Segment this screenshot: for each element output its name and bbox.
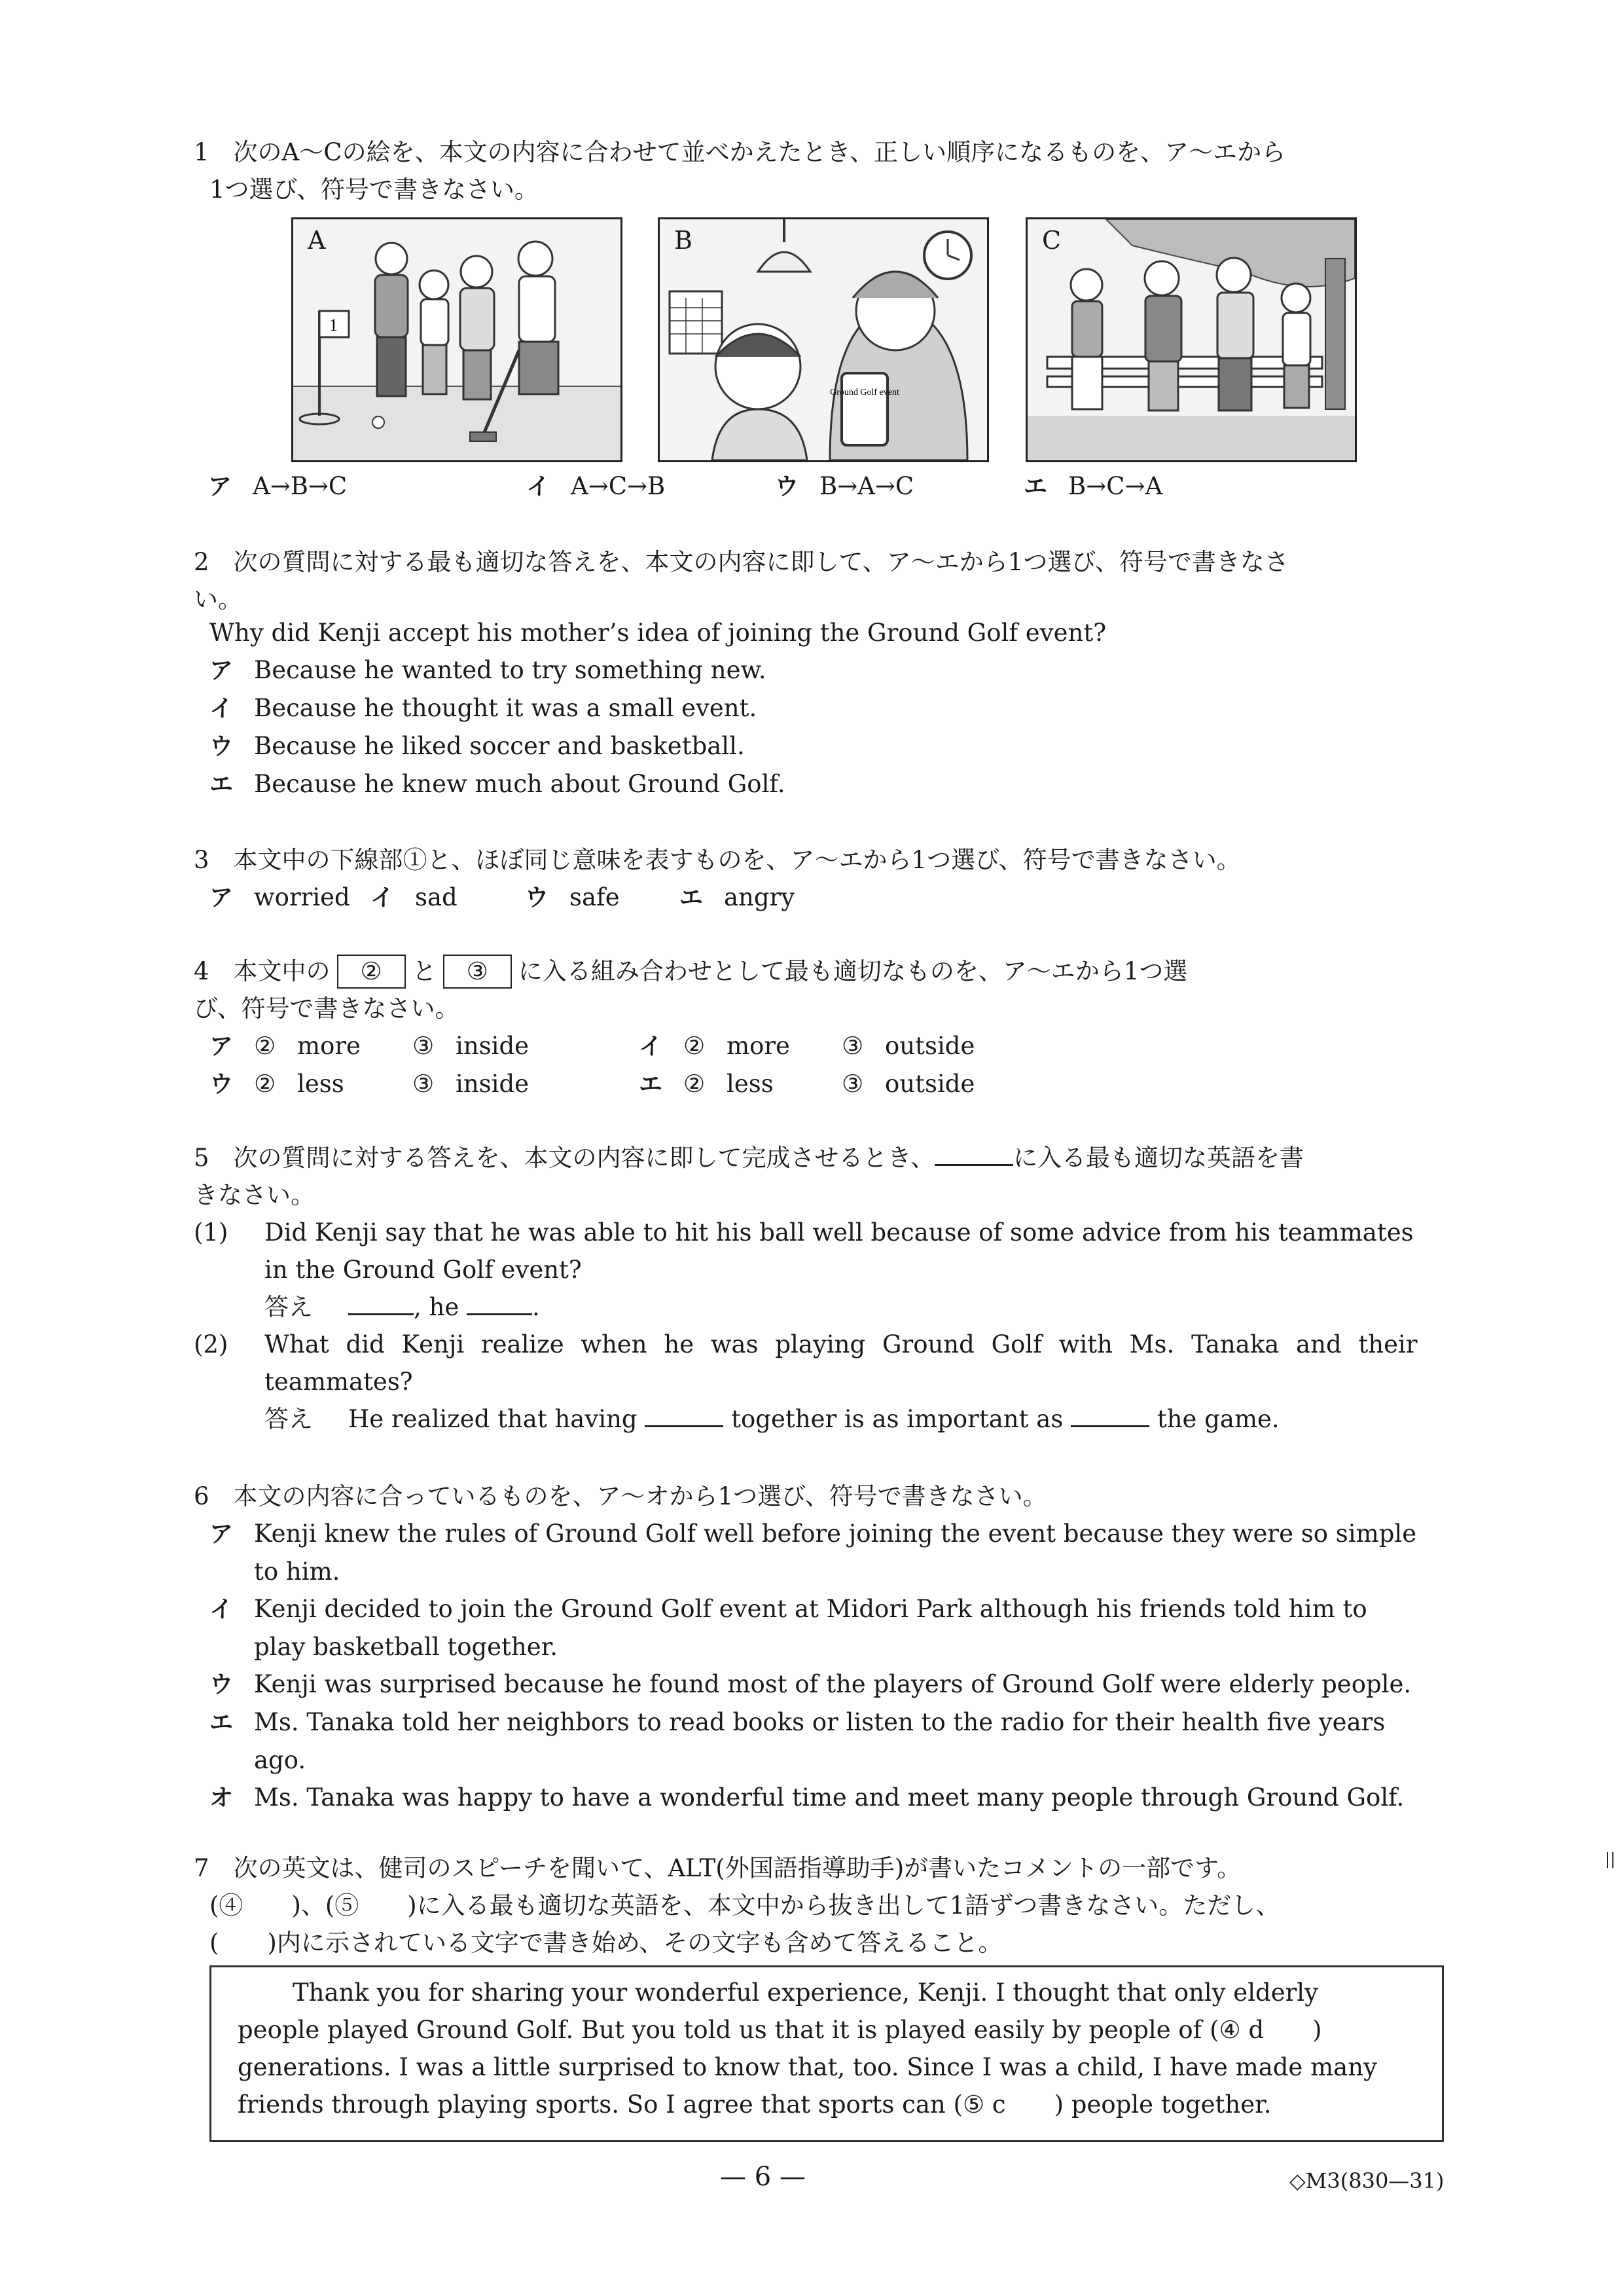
q2-option-a: ア Because he wanted to try something new. — [209, 656, 766, 684]
q7-instruction-line1: 7 次の英文は、健司のスピーチを聞いて、ALT(外国語指導助手)が書いたコメントの一部です。 — [194, 1854, 1242, 1882]
question-5 — [194, 1139, 1437, 1438]
q2-question: Why did Kenji accept his mother’s idea of joining the Ground Golf event? — [209, 619, 1107, 647]
page-number: — 6 — — [720, 2162, 806, 2192]
q5-instruction-line2: きなさい。 — [194, 1181, 315, 1209]
q6-option-a: ア Kenji knew the rules of Ground Golf well before joining the event because they were so simple to him. — [209, 1520, 1417, 1586]
bench-scene-illustration — [1028, 219, 1355, 460]
q3-options — [194, 879, 1437, 917]
q4-option-c: ウ ② less ③ inside — [209, 1070, 530, 1098]
answer-blank[interactable] — [645, 1406, 723, 1427]
q6-option-b: イ Kenji decided to join the Ground Golf event at Midori Park although his friends told him to play basketball together. — [209, 1595, 1367, 1661]
q2-instruction-line2: い。 — [194, 585, 242, 613]
picture-c — [1026, 217, 1357, 462]
q4-option-d: エ ② less ③ outside — [639, 1070, 975, 1098]
q3-option-d: エ angry — [679, 883, 795, 911]
q5-part1-answer: 答え , he . — [264, 1293, 540, 1321]
q6-option-c: ウ Kenji was surprised because he found most of the players of Ground Golf were elderly people. — [209, 1670, 1412, 1698]
comment-line-2: people played Ground Golf. But you told us that it is played easily by people of (④ d ) — [238, 2016, 1322, 2044]
question-3 — [194, 841, 1437, 917]
q5-part2-question-cont: teammates? — [264, 1368, 413, 1396]
picture-b-label: B — [674, 226, 692, 255]
comment-line-4: friends through playing sports. So I agree that sports can (⑤ c ) people together. — [238, 2090, 1272, 2119]
q4-box-2: ② — [337, 955, 406, 989]
picture-a-label: A — [308, 226, 326, 255]
alt-comment-box — [209, 1965, 1444, 2142]
comment-line-3: generations. I was a little surprised to know that, too. Since I was a child, I have made many — [238, 2053, 1377, 2081]
q5-part1-question-cont: in the Ground Golf event? — [264, 1256, 582, 1284]
q2-option-d: エ Because he knew much about Ground Golf. — [209, 770, 785, 798]
q4-instruction-line2: び、符号で書きなさい。 — [194, 994, 459, 1023]
question-1 — [194, 134, 1437, 208]
phone-screen-text: Ground Golf event — [830, 388, 899, 397]
q4-options-row2 — [194, 1065, 1437, 1103]
q4-options-row1 — [194, 1027, 1437, 1065]
q1-option-b: イ A→C→B — [526, 472, 666, 500]
q1-options — [208, 467, 1452, 505]
q2-option-c: ウ Because he liked soccer and basketball. — [209, 732, 745, 760]
q5-blank-sample — [935, 1144, 1013, 1166]
flag-number: 1 — [329, 316, 338, 335]
q1-pictures — [291, 217, 1397, 461]
q5-part2-question: (2) What did Kenji realize when he was playing Ground Golf with Ms. Tanaka and their — [194, 1330, 1418, 1358]
question-7 — [194, 1850, 1437, 1961]
q4-option-b: イ ② more ③ outside — [639, 1032, 975, 1060]
answer-blank[interactable] — [348, 1294, 414, 1315]
golf-scene-illustration — [293, 219, 620, 460]
q4-box-3: ③ — [443, 955, 512, 989]
q3-instruction: 3 本文中の下線部①と、ほぼ同じ意味を表すものを、ア～エから1つ選び、符号で書きなさい。 — [194, 846, 1241, 874]
question-2 — [194, 543, 1437, 803]
question-6 — [194, 1478, 1437, 1817]
q5-part1-question: (1) Did Kenji say that he was able to hit his ball well because of some advice from his teammates — [194, 1218, 1414, 1247]
picture-c-label: C — [1042, 226, 1062, 255]
exam-code: ◇M3(830—31) — [1289, 2168, 1445, 2193]
q4-instruction-line1: 4 本文中の ② と ③ に入る組み合わせとして最も適切なものを、ア～エから1つ選 — [194, 953, 1437, 990]
q3-option-a: ア worried — [209, 883, 350, 911]
q7-instruction-line3: ( )内に示されている文字で書き始め、その文字も含めて答えること。 — [209, 1929, 1003, 1957]
side-mark: || — [1605, 1850, 1616, 1868]
q2-instruction-line1: 2 次の質問に対する最も適切な答えを、本文の内容に即して、ア～エから1つ選び、符号で書きなさ — [194, 548, 1289, 576]
q1-instruction-line2: 1つ選び、符号で書きなさい。 — [209, 175, 539, 204]
q1-option-c: ウ B→A→C — [775, 472, 914, 500]
q6-instruction: 6 本文の内容に合っているものを、ア～オから1つ選び、符号で書きなさい。 — [194, 1482, 1047, 1510]
picture-a — [291, 217, 622, 462]
q3-option-b: イ sad — [370, 883, 458, 911]
answer-blank[interactable] — [467, 1294, 532, 1315]
answer-blank[interactable] — [1071, 1406, 1149, 1427]
q6-option-e: オ Ms. Tanaka was happy to have a wonderful time and meet many people through Ground Golf. — [209, 1783, 1405, 1812]
q4-option-a: ア ② more ③ inside — [209, 1032, 530, 1060]
picture-b — [658, 217, 989, 462]
phone-scene-illustration — [660, 219, 987, 460]
q7-instruction-line2: (④ )、(⑤ )に入る最も適切な英語を、本文中から抜き出して1語ずつ書きなさい。ただし、 — [209, 1891, 1280, 1920]
q1-option-a: ア A→B→C — [208, 472, 348, 500]
q6-option-d: エ Ms. Tanaka told her neighbors to read books or listen to the radio for their health five years ago. — [209, 1708, 1386, 1774]
q5-instruction-line1: 5 次の質問に対する答えを、本文の内容に即して完成させるとき、 に入る最も適切な英語を書 — [194, 1144, 1304, 1172]
q5-part2-answer: 答え He realized that having together is as important as the game. — [264, 1405, 1280, 1433]
q2-option-b: イ Because he thought it was a small event. — [209, 694, 757, 722]
comment-line-1: Thank you for sharing your wonderful experience, Kenji. I thought that only elderly — [293, 1978, 1319, 2007]
question-4 — [194, 953, 1437, 1103]
q1-instruction-line1: 1 次のA～Cの絵を、本文の内容に合わせて並べかえたとき、正しい順序になるものを、ア～エから — [194, 138, 1286, 166]
q3-option-c: ウ safe — [525, 883, 620, 911]
q1-option-d: エ B→C→A — [1024, 472, 1163, 500]
